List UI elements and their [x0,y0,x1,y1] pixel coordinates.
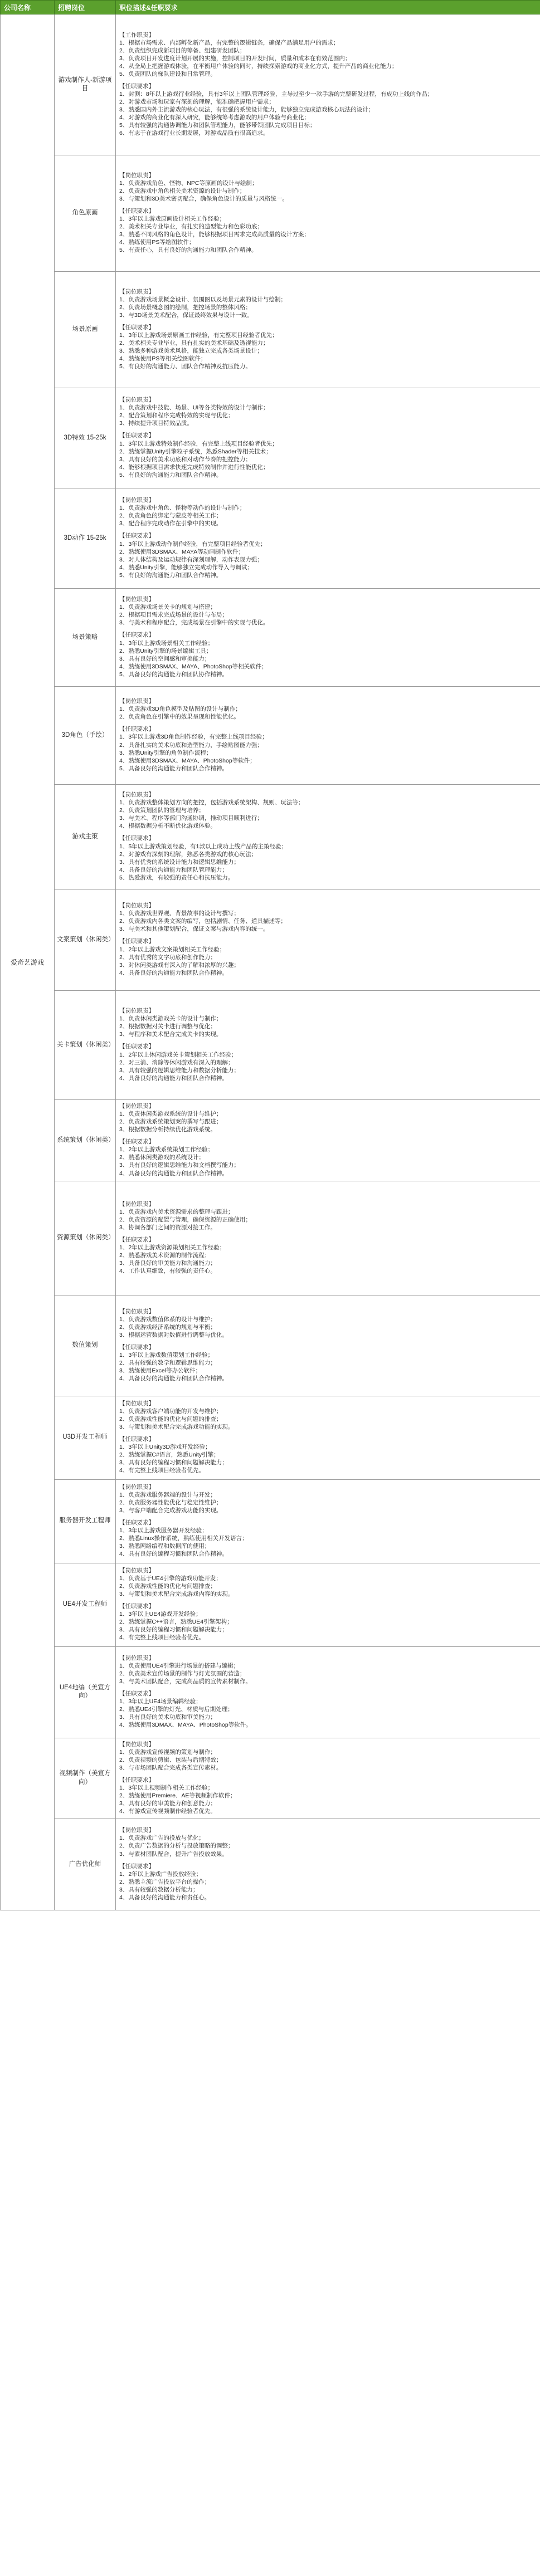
requirement-item: 3、熟悉多种游戏美术风格，能独立完成各类场景设计； [119,348,263,355]
duty-title: 【岗位职责】 [119,288,154,295]
duty-item: 1、负责游戏3D角色模型及贴图的设计与制作； [119,706,241,713]
requirement-item: 2、对游戏有深刻的理解，熟悉各类游戏的核心玩法； [119,850,257,858]
role-name: 广告优化师 [55,1819,116,1910]
table-row [1,687,540,785]
table-row [1,1646,540,1738]
requirement-item: 5、具备良好的沟通能力和团队合作精神。 [119,765,228,772]
duty-item: 1、负责游戏内美术资源需求的整理与跟进； [119,1208,234,1215]
requirement-item: 3、具有良好的审美能力和创意能力； [119,1800,216,1807]
duty-title: 【岗位职责】 [119,1567,154,1574]
requirement-item: 4、具备良好的沟通能力和团队合作精神。 [119,1074,228,1082]
requirement-title: 【任职要求】 [119,432,154,439]
duty-item: 4、从全局上把握游戏体验，在平衡用户体验的同时，持续探索游戏的商业化方式，提升产品的商业化能力； [119,62,398,70]
requirement-item: 1、3年以上游戏场景相关工作经验； [119,639,214,647]
duty-item: 1、负责游戏中角色、怪物等动作的设计与制作； [119,505,246,512]
requirement-item: 3、具有良好的逻辑思维能力和文档撰写能力； [119,1162,240,1169]
requirement-item: 5、热爱游戏，有较强的责任心和抗压能力。 [119,874,234,881]
duty-title: 【岗位职责】 [119,1827,154,1834]
job-description [116,1563,540,1646]
section-spacer [119,1598,537,1602]
table-row [1,785,540,889]
duty-item: 1、负责游戏场景概念设计、氛围图以及场景元素的设计与绘制； [119,296,286,303]
duty-item: 2、负责角色的绑定与蒙皮等相关工作； [119,512,222,520]
duty-item: 5、负责团队的梯队建设和日常管理。 [119,70,216,77]
role-name: 游戏制作人-新游项目 [55,14,116,155]
duty-item: 3、协调各部门之间的资源对接工作。 [119,1224,216,1231]
requirement-item: 2、具有优秀的文字功底和创作能力； [119,954,216,961]
job-description [116,991,540,1100]
requirement-item: 2、熟练掌握Unity引擎粒子系统，熟悉Shader等相关技术； [119,448,272,455]
duty-item: 3、与策划和美术配合完成游戏内容的实现。 [119,1590,234,1597]
duty-item: 1、负责游戏角色、怪物、NPC等原画的设计与绘制； [119,179,258,187]
section-spacer [119,1858,537,1863]
header-company: 公司名称 [1,1,55,14]
role-name: 数值策划 [55,1296,116,1396]
duty-item: 1、负责游戏世界观、背景故事的设计与撰写； [119,910,240,917]
requirement-title: 【任职要求】 [119,1043,154,1050]
requirement-title: 【任职要求】 [119,1863,154,1870]
duty-item: 1、负责休闲类游戏关卡的设计与制作； [119,1015,222,1023]
requirement-item: 5、有良好的沟通能力和团队合作精神。 [119,471,222,478]
role-name: 3D动作 15-25k [55,488,116,589]
requirement-item: 2、熟练掌握C++语言，熟悉UE4引擎架构； [119,1619,233,1626]
duty-item: 3、与市场团队配合完成各类宣传素材。 [119,1764,222,1771]
requirement-item: 1、3年以上游戏服务器开发经验； [119,1527,208,1534]
duty-item: 2、负责游戏中角色相关美术资源的设计与制作； [119,187,246,194]
duty-item: 2、负责资源的配置与管理，确保资源的正确使用； [119,1216,251,1223]
requirement-item: 3、熟悉网络编程和数据库的使用； [119,1543,211,1550]
duty-item: 1、负责游戏服务器端的设计与开发； [119,1491,216,1498]
requirement-item: 1、3年以上游戏3D角色制作经验，有完整上线项目经验； [119,734,268,741]
role-name: 关卡策划（休闲类） [55,991,116,1100]
table-row [1,1181,540,1296]
duty-item: 2、负责场景概念图的绘制，把控场景的整体风格； [119,304,251,311]
requirement-item: 3、对休闲类游戏有深入的了解和浓厚的兴趣； [119,961,240,969]
requirement-item: 3、具有良好的空间感和审美能力； [119,655,211,662]
table-row [1,488,540,589]
role-name: U3D开发工程师 [55,1396,116,1479]
requirement-title: 【任职要求】 [119,1519,154,1527]
requirement-item: 6、有志于在游戏行业长期发展，对游戏品质有很高追求。 [119,130,269,137]
requirement-item: 4、工作认真细致，有较强的责任心。 [119,1268,216,1275]
table-row [1,14,540,155]
duty-title: 【岗位职责】 [119,1741,154,1748]
duty-item: 3、根据运营数据对数值进行调整与优化。 [119,1331,228,1338]
duty-item: 3、与美术团队配合，完成高品质的宣传素材制作。 [119,1678,251,1685]
requirement-item: 2、对三消、消除等休闲游戏有深入的理解； [119,1059,234,1066]
duty-item: 2、负责角色在引擎中的效果呈现和性能优化。 [119,713,240,721]
requirement-item: 2、熟练掌握C#语言，熟悉Unity引擎； [119,1451,220,1459]
job-description [116,155,540,272]
header-desc: 职位描述&任职要求 [116,1,540,14]
requirement-item: 1、3年以上Unity3D游戏开发经验； [119,1444,211,1451]
job-description [116,1181,540,1296]
duty-item: 3、与3D场景美术配合，保证最终效果与设计一致。 [119,311,253,319]
table-row [1,1819,540,1910]
requirement-item: 4、具备良好的沟通能力和团队管理能力； [119,866,228,873]
requirement-title: 【任职要求】 [119,82,154,90]
requirement-item: 4、有游戏宣传视频制作经验者优先。 [119,1808,216,1815]
requirement-item: 5、具有较强的沟通协调能力和团队管理能力，能够带领团队完成项目目标； [119,122,316,129]
requirement-item: 4、有完整上线项目经验者优先。 [119,1634,205,1641]
duty-item: 2、负责组织完成新项目的筹备、组建研发团队； [119,47,246,54]
duty-item: 2、负责游戏内各类文案的编写，包括剧情、任务、道具描述等； [119,918,286,925]
table-row [1,388,540,488]
duty-item: 3、与素材团队配合，提升广告投放效果。 [119,1850,228,1858]
job-description [116,785,540,889]
duty-item: 2、根据项目需求完成场景的设计与布局； [119,612,228,619]
role-name: 角色原画 [55,155,116,272]
duty-item: 2、负责服务器性能优化与稳定性维护； [119,1499,222,1506]
duty-item: 1、负责游戏中技能、场景、UI等各类特效的设计与制作； [119,404,269,412]
requirement-title: 【任职要求】 [119,938,154,945]
duty-item: 2、负责游戏系统策划案的撰写与跟进； [119,1118,222,1126]
duty-item: 2、负责广告数据的分析与投放策略的调整； [119,1842,234,1850]
requirement-item: 3、具有良好的美术功底和对动作节奏的把控能力； [119,456,251,463]
requirement-item: 2、熟悉UE4引擎的灯光、材质与后期处理； [119,1706,233,1713]
duty-item: 3、与客户端配合完成游戏功能的实现。 [119,1507,222,1514]
table-row [1,589,540,687]
duty-title: 【岗位职责】 [119,791,154,799]
duty-title: 【岗位职责】 [119,497,154,504]
job-description [116,1100,540,1181]
duty-item: 3、负责项目开发进度计划开展的实施，控制项目的开发时间，质量和成本在有效范围内； [119,55,351,62]
requirement-item: 1、3年以上游戏场景原画工作经验，有完整项目经验者优先； [119,332,278,339]
requirement-item: 1、3年以上游戏原画设计相关工作经验； [119,216,226,222]
section-spacer [119,527,537,532]
duty-title: 【岗位职责】 [119,1008,154,1015]
section-spacer [119,1038,537,1043]
duty-item: 3、配合程序完成动作在引擎中的实现。 [119,520,222,527]
duty-title: 【岗位职责】 [119,902,154,910]
table-body [1,14,540,1910]
role-name: 游戏主策 [55,785,116,889]
section-spacer [119,319,537,324]
table-row [1,155,540,272]
requirement-item: 3、具有较强的数据分析能力； [119,1886,199,1893]
duty-item: 1、负责游戏客户端功能的开发与维护； [119,1407,222,1415]
job-description [116,589,540,687]
duty-item: 2、根据数据对关卡进行调整与优化； [119,1023,216,1030]
duty-item: 1、负责游戏宣传视频的策划与制作； [119,1748,216,1756]
requirement-item: 4、熟练使用PS等相关绘图软件； [119,355,207,363]
requirement-title: 【任职要求】 [119,726,154,733]
duty-title: 【岗位职责】 [119,172,154,179]
job-description [116,388,540,488]
requirement-item: 3、对人体结构及运动规律有深刻理解，动作表现力强； [119,556,263,563]
duty-item: 4、根据数据分析不断优化游戏体验。 [119,823,216,830]
requirement-item: 1、2年以上游戏系统策划工作经验； [119,1146,214,1153]
table-row [1,1296,540,1396]
requirement-title: 【任职要求】 [119,532,154,540]
requirement-title: 【任职要求】 [119,1344,154,1351]
requirement-item: 2、具备扎实的美术功底和造型能力，手绘贴图能力强； [119,741,263,749]
requirement-item: 1、3年以上视频制作相关工作经验； [119,1784,214,1791]
role-name: 文案策划（休闲类） [55,889,116,991]
requirement-title: 【任职要求】 [119,1436,154,1443]
requirement-item: 2、熟悉游戏美术资源的制作流程； [119,1252,211,1259]
requirement-item: 4、具有良好的编程习惯和团队合作精神。 [119,1551,228,1558]
requirement-item: 1、3年以上UE4场景编辑经验； [119,1698,202,1705]
requirement-item: 4、熟练使用PS等绘图软件； [119,239,195,246]
requirement-title: 【任职要求】 [119,1236,154,1244]
table-row [1,1479,540,1563]
role-name: 场景策略 [55,589,116,687]
duty-item: 2、负责游戏性能的优化与问题排查； [119,1582,216,1590]
requirement-item: 3、具有良好的编程习惯和问题解决能力； [119,1626,228,1634]
duty-item: 2、负责游戏经济系统的规划与平衡； [119,1323,216,1331]
requirement-item: 1、3年以上UE4游戏开发经验； [119,1611,202,1618]
requirement-item: 5、有责任心，具有良好的沟通能力和团队合作精神。 [119,247,257,254]
requirement-item: 4、熟练使用3DSMAX、MAYA、PhotoShop等相关软件； [119,663,267,670]
requirement-item: 1、3年以上游戏特效制作经验，有完整上线项目经验者优先； [119,440,278,447]
duty-title: 【岗位职责】 [119,596,154,603]
job-description [116,488,540,589]
requirement-item: 3、熟练使用Excel等办公软件； [119,1367,202,1375]
job-description [116,14,540,155]
requirement-item: 3、具备良好的审美能力和沟通能力； [119,1260,216,1267]
requirement-item: 3、具有优秀的系统设计能力和逻辑思维能力； [119,858,240,866]
section-spacer [119,1514,537,1519]
duty-title: 【岗位职责】 [119,698,154,705]
duty-title: 【岗位职责】 [119,1103,154,1109]
duty-item: 3、与程序和美术配合完成关卡的实现。 [119,1031,222,1038]
table-header-row [1,1,540,14]
role-name: 系统策划（休闲类） [55,1100,116,1181]
role-name: UE4地编（美宣方向） [55,1646,116,1738]
requirement-item: 2、具有较强的数学和逻辑思维能力； [119,1360,216,1367]
section-spacer [119,627,537,631]
requirement-item: 3、具有良好的编程习惯和问题解决能力； [119,1459,228,1467]
job-description [116,889,540,991]
requirement-item: 4、具备良好的沟通能力和团队合作精神。 [119,1375,228,1382]
requirement-item: 1、2年以上游戏文案策划相关工作经验； [119,946,226,953]
section-spacer [119,830,537,834]
table-row [1,1100,540,1181]
requirement-item: 5、有良好的沟通能力、团队合作精神及抗压能力。 [119,363,251,370]
duty-item: 3、与策划和美术配合完成游戏功能的实现。 [119,1423,234,1430]
requirement-item: 3、熟悉国内外主流游戏的核心玩法，有很强的系统设计能力，能够独立完成游戏核心玩法的设计； [119,106,374,114]
duty-title: 【岗位职责】 [119,1483,154,1490]
table-row [1,1396,540,1479]
requirement-item: 5、具备良好的沟通能力和团队协作精神。 [119,671,228,678]
section-spacer [119,78,537,82]
job-description [116,1296,540,1396]
requirement-item: 2、熟练使用Premiere、AE等视频制作软件； [119,1792,236,1799]
requirement-title: 【任职要求】 [119,632,154,639]
requirement-item: 4、对游戏的商业化有深入研究，能够统筹考虑游戏的用户体验与商业化； [119,114,310,121]
role-name: UE4开发工程师 [55,1563,116,1646]
requirement-title: 【任职要求】 [119,1690,154,1698]
table-row [1,889,540,991]
duty-title: 【工作职责】 [119,31,154,38]
section-spacer [119,1231,537,1236]
duty-item: 3、与美术和程序配合，完成场景在引擎中的实现与优化。 [119,619,269,627]
duty-item: 1、负责基于UE4引擎的游戏功能开发； [119,1575,222,1582]
requirement-item: 4、具备良好的沟通能力和责任心。 [119,1894,211,1901]
header-role: 招聘岗位 [55,1,116,14]
requirement-item: 2、美术相关专业毕业，具有扎实的美术基础及透视能力； [119,340,269,347]
requirement-item: 1、封测：8年以上游戏行业经验，具有3年以上团队管理经验，主导过至少一款手游的完整研发过程，有成功上线的作品； [119,91,434,98]
duty-title: 【岗位职责】 [119,1400,154,1407]
job-description [116,272,540,388]
duty-item: 1、负责使用UE4引擎进行场景的搭建与编辑； [119,1662,240,1669]
requirement-item: 4、熟悉Unity引擎，能够独立完成动作导入与调试； [119,564,253,571]
section-spacer [119,427,537,432]
requirement-item: 4、具备良好的沟通能力和团队合作精神。 [119,969,228,976]
section-spacer [119,933,537,937]
requirement-item: 1、2年以上游戏广告投放经验； [119,1870,202,1878]
section-spacer [119,1772,537,1776]
duty-item: 2、负责美术宣传场景的制作与灯光氛围的营造； [119,1670,246,1677]
requirement-title: 【任职要求】 [119,835,154,842]
section-spacer [119,1431,537,1435]
job-description [116,1646,540,1738]
requirement-item: 1、3年以上游戏数值策划工作经验； [119,1352,214,1359]
requirement-item: 2、熟悉Unity引擎的场景编辑工具； [119,647,212,654]
requirement-item: 4、具备良好的沟通能力和团队合作精神。 [119,1170,228,1177]
role-name: 服务器开发工程师 [55,1479,116,1563]
requirement-item: 1、5年以上游戏策划经验，有1款以上成功上线产品的主策经验； [119,843,288,850]
requirement-item: 4、能够根据项目需求快速完成特效制作并进行性能优化； [119,463,269,471]
role-name: 场景原画 [55,272,116,388]
requirement-item: 2、熟练使用3DSMAX、MAYA等动画制作软件； [119,548,245,555]
section-spacer [119,203,537,207]
duty-item: 1、负责休闲类游戏系统的设计与维护； [119,1111,222,1118]
duty-item: 1、负责游戏广告的投放与优化； [119,1835,205,1842]
role-name: 视频制作（美宣方向） [55,1738,116,1819]
job-description [116,1479,540,1563]
job-description [116,1396,540,1479]
role-name: 3D角色（手绘） [55,687,116,785]
requirement-title: 【任职要求】 [119,324,154,331]
requirement-item: 2、熟悉休闲类游戏的系统设计； [119,1154,205,1161]
requirement-title: 【任职要求】 [119,1603,154,1610]
requirement-title: 【任职要求】 [119,1776,154,1783]
table-row [1,1738,540,1819]
requirement-title: 【任职要求】 [119,1138,154,1146]
duty-item: 2、负责游戏性能的优化与问题的排查； [119,1415,222,1423]
requirement-item: 3、具有较强的逻辑思维能力和数据分析能力； [119,1067,240,1074]
table-row [1,991,540,1100]
requirement-item: 2、美术相关专业毕业，有扎实的造型能力和色彩功底； [119,223,263,231]
requirement-item: 1、2年以上游戏资源策划相关工作经验； [119,1244,226,1252]
duty-title: 【岗位职责】 [119,397,154,404]
section-spacer [119,1339,537,1343]
section-spacer [119,1685,537,1690]
role-name: 资源策划（休闲类） [55,1181,116,1296]
duty-item: 2、负责视频的剪辑、包装与后期特效； [119,1756,222,1763]
requirement-item: 2、熟悉主流广告投放平台的操作； [119,1878,211,1885]
requirement-item: 4、有完整上线项目经验者优先。 [119,1467,205,1474]
duty-title: 【岗位职责】 [119,1308,154,1315]
job-description [116,687,540,785]
role-name: 3D特效 15-25k [55,388,116,488]
requirement-item: 1、3年以上游戏动作制作经验，有完整项目经验者优先； [119,540,266,548]
requirement-item: 3、熟悉Unity引擎的角色制作流程； [119,749,212,756]
requirement-title: 【任职要求】 [119,207,154,214]
duty-item: 1、负责游戏整体策划方向的把控，包括游戏系统架构、规则、玩法等； [119,799,304,806]
requirement-item: 4、熟练使用3DSMAX、MAYA、PhotoShop等软件； [119,757,256,764]
requirement-item: 4、熟练使用3DMAX、MAYA、PhotoShop等软件。 [119,1722,252,1729]
duty-item: 3、与美术和其他策划配合，保证文案与游戏内容的统一。 [119,926,269,933]
duty-title: 【岗位职责】 [119,1654,154,1661]
job-description [116,1819,540,1910]
duty-title: 【岗位职责】 [119,1200,154,1208]
duty-item: 2、负责策划团队的管理与培养； [119,807,205,814]
requirement-item: 2、对游戏市场和玩家有深刻的理解，能准确把握用户需求； [119,99,275,106]
section-spacer [119,721,537,725]
duty-item: 3、与美术、程序等部门沟通协调，推动项目顺利进行； [119,815,263,822]
duty-item: 2、配合策划和程序完成特效的实现与优化； [119,412,234,419]
requirement-item: 1、2年以上休闲游戏关卡策划相关工作经验； [119,1051,237,1058]
duty-item: 3、持续提升项目特效品质。 [119,420,193,427]
requirement-item: 3、熟悉不同风格的角色设计，能够根据项目需求完成高质量的设计方案； [119,231,310,238]
job-description [116,1738,540,1819]
duty-item: 1、根据市场需求、内部孵化新产品，有完整的逻辑链条，确保产品满足用户的需求； [119,39,339,46]
duty-item: 1、负责游戏数值体系的设计与维护； [119,1316,216,1323]
duty-item: 3、与策划和3D美术密切配合，确保角色设计的质量与风格统一。 [119,195,288,202]
section-spacer [119,1133,537,1138]
company-name: 爱奇艺游戏 [1,14,55,1910]
requirement-item: 3、具有良好的美术功底和审美能力； [119,1714,216,1721]
table-row [1,1563,540,1646]
table-row [1,272,540,388]
requirement-item: 5、有良好的沟通能力和团队合作精神。 [119,571,222,579]
requirement-item: 2、熟悉Linux操作系统，熟练使用相关开发语言； [119,1535,248,1542]
duty-item: 1、负责游戏场景关卡的规划与搭建； [119,604,216,611]
duty-item: 3、根据数据分析持续优化游戏系统。 [119,1126,216,1133]
